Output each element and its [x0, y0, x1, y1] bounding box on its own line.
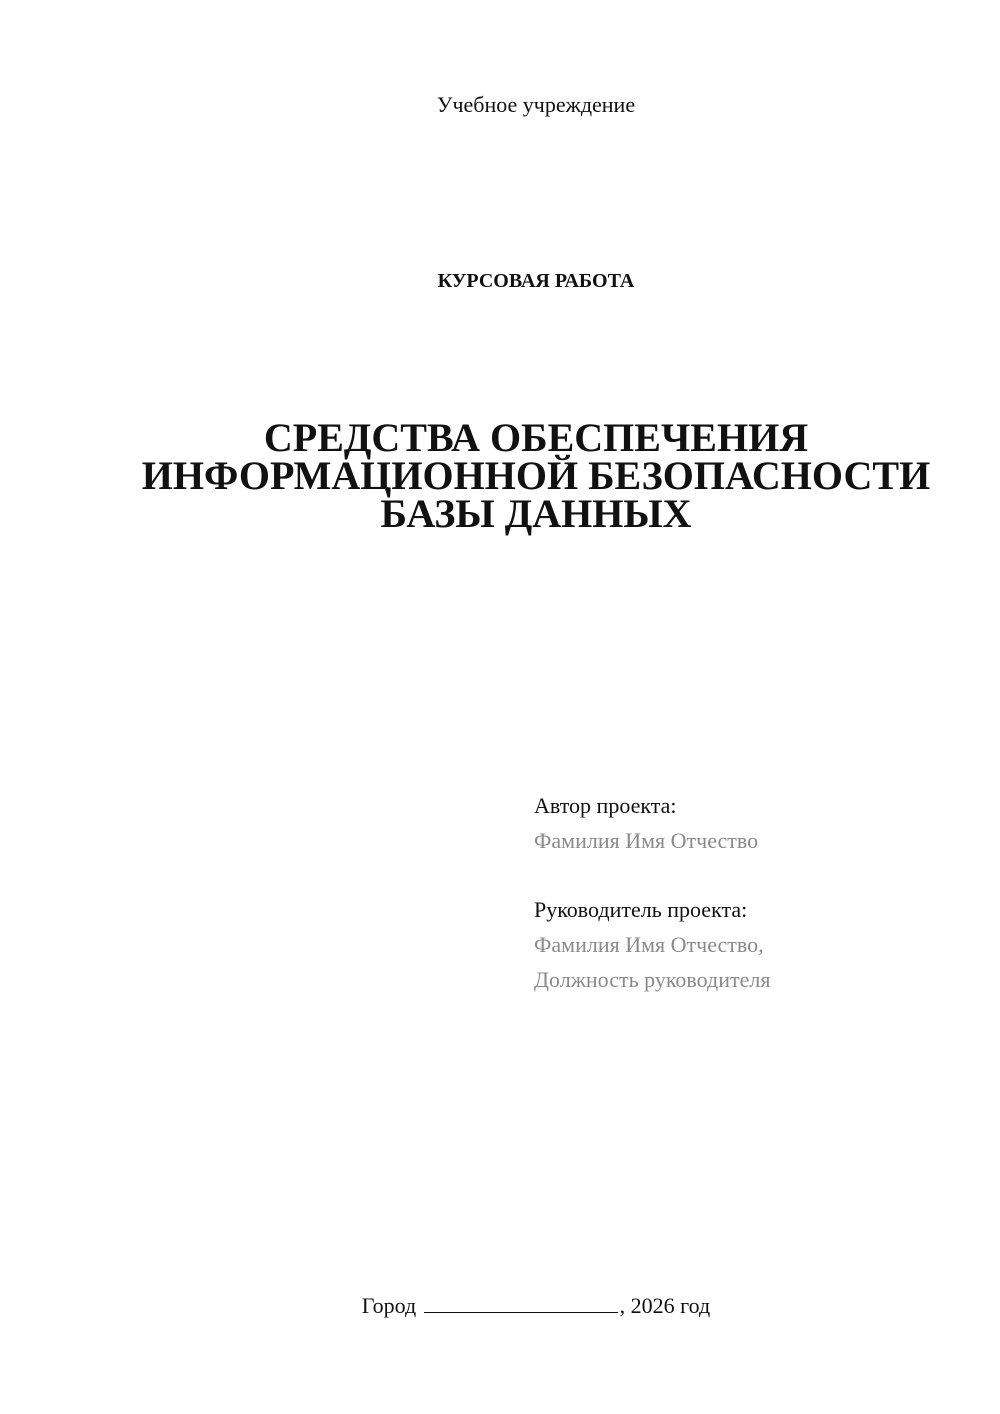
supervisor-label: Руководитель проекта: [534, 897, 748, 922]
credits-block [534, 788, 974, 997]
document-title [0, 415, 1000, 536]
supervisor-name: Фамилия Имя Отчество, [534, 932, 764, 957]
city-blank-line [424, 1290, 618, 1313]
work-type-heading: КУРСОВАЯ РАБОТА [437, 270, 635, 292]
title-line-2: ИНФОРМАЦИОННОЙ БЕЗОПАСНОСТИ [141, 453, 931, 498]
city-year-line [0, 1290, 1000, 1321]
city-label: Город [361, 1293, 417, 1318]
author-name: Фамилия Имя Отчество [534, 828, 759, 853]
year-text: , 2026 год [619, 1293, 711, 1318]
credits-spacer [534, 858, 974, 892]
supervisor-position: Должность руководителя [534, 967, 771, 992]
institution-name: Учебное учреждение [436, 92, 636, 117]
author-label: Автор проекта: [534, 793, 677, 818]
title-line-1: СРЕДСТВА ОБЕСПЕЧЕНИЯ [263, 415, 809, 460]
title-line-3: БАЗЫ ДАННЫХ [380, 491, 692, 536]
